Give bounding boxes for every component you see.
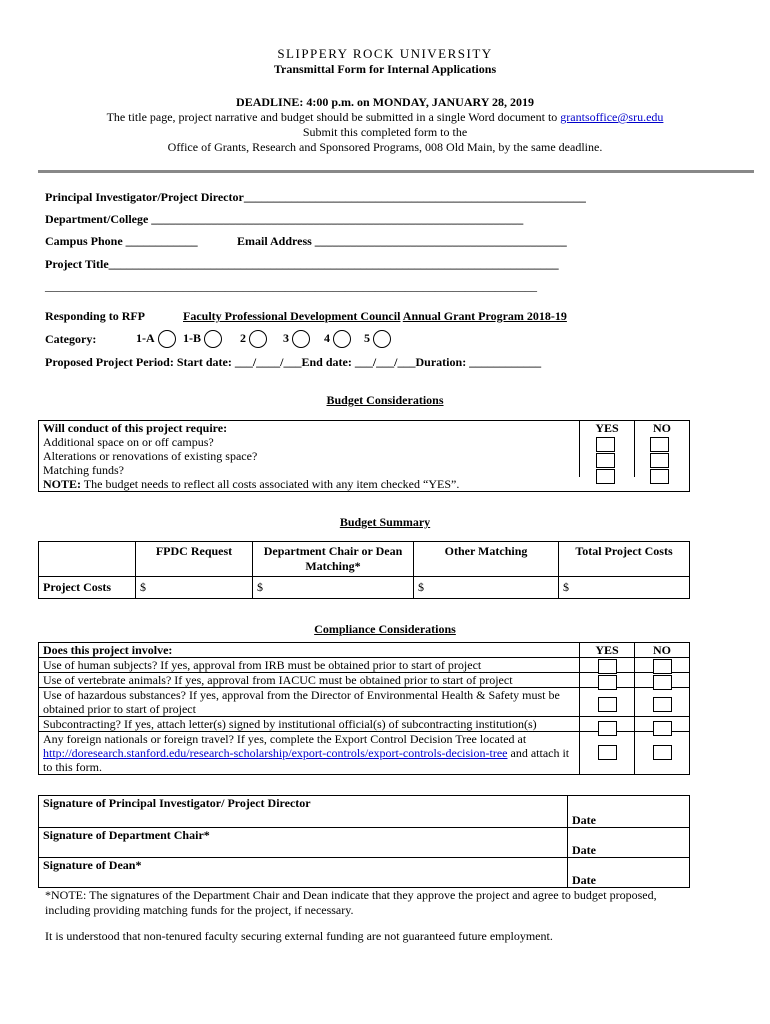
category-3[interactable] [283, 330, 310, 348]
radio-1a[interactable] [158, 330, 176, 348]
category-5-label: 5 [364, 330, 370, 345]
signature-table [38, 795, 690, 888]
pi-field[interactable]: Principal Investigator/Project Director_________________________________________________________ [45, 190, 586, 204]
radio-4[interactable] [333, 330, 351, 348]
bc-match-yes-checkbox[interactable] [596, 469, 615, 484]
bc-yes-header: YES [580, 421, 635, 436]
dean-date[interactable]: Date [568, 858, 690, 888]
bc-match-no-checkbox[interactable] [650, 469, 669, 484]
cc-foreign-text: Any foreign nationals or foreign travel? If yes, complete the Export Control Decision Tree located at [43, 732, 527, 746]
project-period[interactable]: Proposed Project Period: Start date: ___/____/___End date: ___/___/___Duration: ____________ [45, 355, 542, 369]
radio-2[interactable] [249, 330, 267, 348]
rfp-program: Annual Grant Program 2018-19 [402, 309, 567, 323]
cc-subcontracting: Subcontracting? If yes, attach letter(s) signed by institutional official(s) of subcontracting institution(s) [39, 717, 580, 732]
budget-considerations-table [38, 420, 690, 492]
cc-animal-yes-checkbox[interactable] [598, 675, 617, 690]
cc-no-header: NO [635, 643, 690, 658]
cc-foreign-suffix: and attach it to this form. [43, 746, 570, 774]
email-field[interactable]: Email Address __________________________________________ [237, 234, 567, 248]
bc-note-text: The budget needs to reflect all costs associated with any item checked “YES”. [81, 477, 460, 491]
cc-hazard-yes-checkbox[interactable] [598, 697, 617, 712]
cc-hazardous: Use of hazardous substances? If yes, approval from the Director of Environmental Health & Safety must be obtained prior to start of project [39, 688, 580, 717]
bc-alter-yes-checkbox[interactable] [596, 453, 615, 468]
category-3-label: 3 [283, 330, 289, 345]
bc-space-yes-checkbox[interactable] [596, 437, 615, 452]
budget-considerations-title: Budget Considerations [326, 393, 444, 407]
category-2[interactable] [240, 330, 267, 348]
cc-foreign [39, 732, 580, 775]
cc-yes-header: YES [580, 643, 635, 658]
deadline: DEADLINE: 4:00 p.m. on MONDAY, JANUARY 28, 2019 [236, 95, 534, 109]
bc-no-header: NO [635, 421, 690, 436]
budget-summary-title: Budget Summary [339, 515, 431, 529]
fpdc-amount[interactable]: $ [136, 577, 253, 599]
tenure-note: It is understood that non-tenured faculty securing external funding are not guaranteed future employment. [45, 929, 553, 943]
cc-human-subjects: Use of human subjects? If yes, approval from IRB must be obtained prior to start of project [39, 658, 580, 673]
bc-space-no-checkbox[interactable] [650, 437, 669, 452]
compliance-title: Compliance Considerations [314, 622, 456, 636]
chair-signature[interactable]: Signature of Department Chair* [39, 828, 568, 858]
budget-summary-table [38, 541, 690, 599]
category-5[interactable] [364, 330, 391, 348]
instruction-line-2: Submit this completed form to the [302, 125, 468, 139]
cc-human-no-checkbox[interactable] [653, 659, 672, 674]
other-amount[interactable]: $ [414, 577, 559, 599]
instruction-text: The title page, project narrative and budget should be submitted in a single Word document to [106, 110, 561, 124]
footer-note: *NOTE: The signatures of the Department Chair and Dean indicate that they approve the project and agree to budget proposed, including providing matching funds for the project, if necessary. [45, 888, 657, 917]
radio-5[interactable] [373, 330, 391, 348]
col-other: Other Matching [414, 542, 559, 577]
dean-signature[interactable]: Signature of Dean* [39, 858, 568, 888]
rfp-council: Faculty Professional Development Council [183, 309, 401, 323]
compliance-table [38, 642, 690, 775]
instruction-line-1 [0, 110, 770, 125]
pi-signature[interactable]: Signature of Principal Investigator/ Project Director [39, 796, 568, 828]
university-name: SLIPPERY ROCK UNIVERSITY [277, 46, 493, 61]
col-total: Total Project Costs [559, 542, 690, 577]
cc-sub-yes-checkbox[interactable] [598, 721, 617, 736]
cc-vertebrate-animals: Use of vertebrate animals? If yes, approval from IACUC must be obtained prior to start of project [39, 673, 580, 688]
cc-foreign-no-checkbox[interactable] [653, 745, 672, 760]
pi-date[interactable]: Date [568, 796, 690, 828]
dept-amount[interactable]: $ [253, 577, 414, 599]
cc-sub-no-checkbox[interactable] [653, 721, 672, 736]
bc-row-space: Additional space on or off campus? [39, 435, 580, 449]
category-2-label: 2 [240, 330, 246, 345]
instruction-line-3: Office of Grants, Research and Sponsored Programs, 008 Old Main, by the same deadline. [167, 140, 603, 154]
form-title: Transmittal Form for Internal Applications [273, 62, 497, 76]
bc-note [39, 477, 690, 492]
bc-note-label: NOTE: [43, 477, 82, 491]
export-control-link[interactable]: http://doresearch.stanford.edu/research-scholarship/export-controls/export-controls-decision-tree [43, 746, 508, 760]
category-1a[interactable] [136, 330, 176, 348]
project-costs-label: Project Costs [39, 577, 136, 599]
col-fpdc: FPDC Request [136, 542, 253, 577]
project-title-line-2[interactable]: __________________________________________________________________________________ [45, 279, 537, 293]
category-1b[interactable] [183, 330, 222, 348]
department-field[interactable]: Department/College ______________________________________________________________ [45, 212, 524, 226]
bc-alter-no-checkbox[interactable] [650, 453, 669, 468]
project-title-field[interactable]: Project Title___________________________________________________________________________ [45, 257, 559, 271]
cc-animal-no-checkbox[interactable] [653, 675, 672, 690]
category-1b-label: 1-B [183, 330, 201, 345]
bc-row-matching: Matching funds? [39, 463, 580, 477]
bc-header: Will conduct of this project require: [39, 421, 580, 436]
divider [38, 170, 754, 173]
category-1a-label: 1-A [136, 330, 155, 345]
grants-email-link[interactable]: grantsoffice@sru.edu [560, 110, 664, 124]
col-dept: Department Chair or Dean Matching* [253, 542, 414, 577]
rfp-label: Responding to RFP [45, 309, 146, 323]
cc-human-yes-checkbox[interactable] [598, 659, 617, 674]
category-4[interactable] [324, 330, 351, 348]
radio-1b[interactable] [204, 330, 222, 348]
total-amount[interactable]: $ [559, 577, 690, 599]
category-4-label: 4 [324, 330, 330, 345]
radio-3[interactable] [292, 330, 310, 348]
bc-row-alterations: Alterations or renovations of existing space? [39, 449, 580, 463]
campus-phone-field[interactable]: Campus Phone ____________ [45, 234, 198, 248]
cc-foreign-yes-checkbox[interactable] [598, 745, 617, 760]
chair-date[interactable]: Date [568, 828, 690, 858]
category-label: Category: [45, 332, 97, 346]
rfp-value [183, 309, 567, 324]
cc-header: Does this project involve: [39, 643, 580, 658]
cc-hazard-no-checkbox[interactable] [653, 697, 672, 712]
